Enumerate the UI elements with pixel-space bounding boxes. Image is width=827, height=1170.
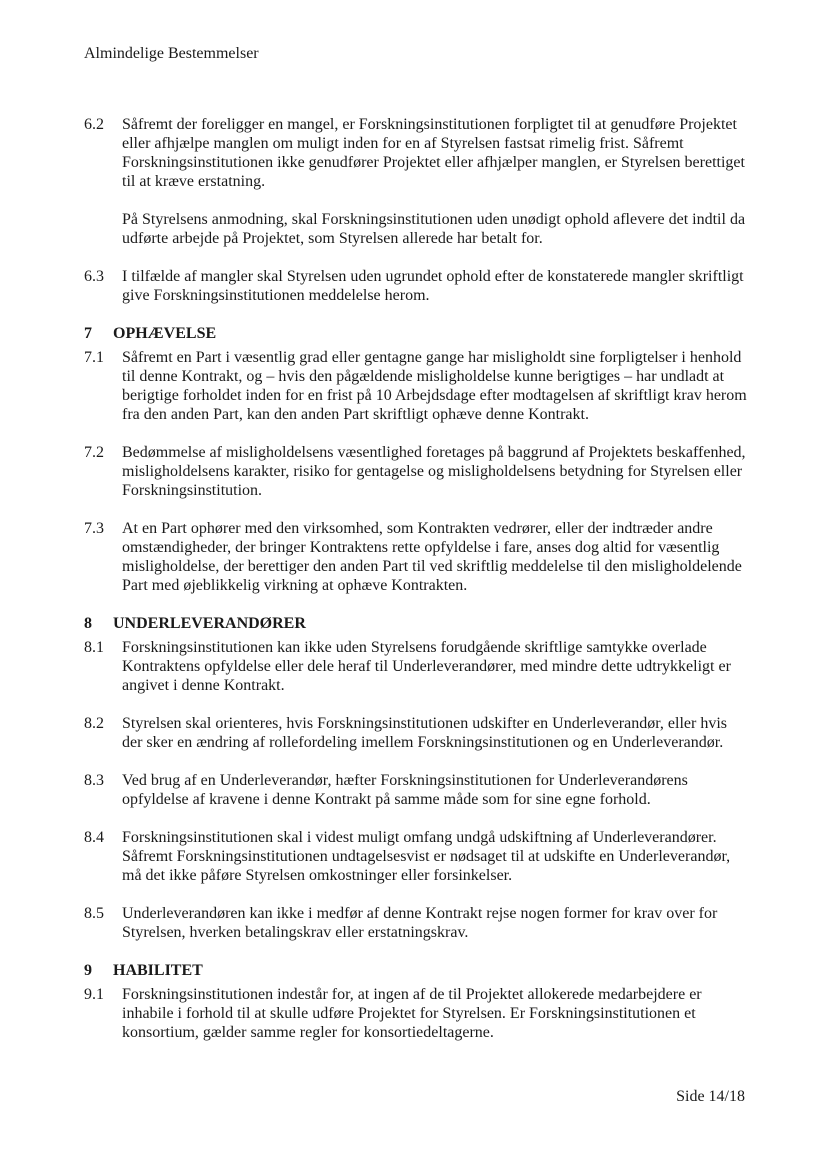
clause <box>84 714 747 752</box>
section-title: UNDERLEVERANDØRER <box>113 615 306 632</box>
clause-paragraph: Forskningsinstitutionen kan ikke uden Styrelsens forudgående skriftlige samtykke overlade Kontraktens opfyldelse eller dele heraf til Underleverandører, med mindre dette udtrykkeligt er angivet i denne Kontrakt. <box>122 639 731 694</box>
clause-number: 8.1 <box>84 639 104 656</box>
document-body <box>84 115 747 1042</box>
clause <box>84 443 747 500</box>
clause-paragraph: Forskningsinstitutionen indestår for, at ingen af de til Projektet allokerede medarbejdere er inhabile i forhold til at skulle udføre Projektet for Styrelsen. Er Forskningsinstitutionen et konsortium, gælder samme regler for konsortiedeltagerne. <box>122 986 702 1041</box>
clause-paragraphs <box>122 519 747 595</box>
clause <box>84 267 747 305</box>
section-number: 8 <box>84 615 92 632</box>
section-number: 9 <box>84 962 92 979</box>
clause <box>84 904 747 942</box>
clause-paragraph: Ved brug af en Underleverandør, hæfter Forskningsinstitutionen for Underleverandørens opfyldelse af kravene i denne Kontrakt på samme måde som for sine egne forhold. <box>122 772 688 808</box>
clause-paragraphs <box>122 904 747 942</box>
clause-paragraph: På Styrelsens anmodning, skal Forskningsinstitutionen uden unødigt ophold aflevere det indtil da udførte arbejde på Projektet, som Styrelsen allerede har betalt for. <box>122 211 746 247</box>
clause <box>84 115 747 248</box>
clause-paragraph: I tilfælde af mangler skal Styrelsen uden ugrundet ophold efter de konstaterede mangler skriftligt give Forskningsinstitutionen meddelelse herom. <box>122 268 744 304</box>
section-title: HABILITET <box>113 962 203 979</box>
clause-number: 8.3 <box>84 772 104 789</box>
section-heading <box>84 614 747 633</box>
section-number: 7 <box>84 325 92 342</box>
clause-paragraphs <box>122 714 747 752</box>
clause-paragraph: At en Part ophører med den virksomhed, som Kontrakten vedrører, eller der indtræder andre omstændigheder, der bringer Kontraktens rette opfyldelse i fare, anses dog altid for væsentlig misligholdelse, der berettiger den anden Part til ved skriftlig meddelelse til den misligholdelende Part med øjeblikkelig virkning at ophæve Kontrakten. <box>122 520 742 594</box>
clause-paragraph: Styrelsen skal orienteres, hvis Forskningsinstitutionen udskifter en Underleverandør, eller hvis der sker en ændring af rollefordeling imellem Forskningsinstitutionen og en Underleverandør. <box>122 715 728 751</box>
section-title: OPHÆVELSE <box>113 325 217 342</box>
clause-paragraphs <box>122 115 747 248</box>
clause-paragraphs <box>122 348 747 424</box>
clause-paragraphs <box>122 828 747 885</box>
clause-number: 6.2 <box>84 116 104 133</box>
clause-paragraph: Forskningsinstitutionen skal i videst muligt omfang undgå udskiftning af Underleverandører. Såfremt Forskningsinstitutionen undtagelsesvist er nødsaget til at udskifte en Underleverandør, må det ikke påføre Styrelsen omkostninger eller forsinkelser. <box>122 829 731 884</box>
clause-paragraphs <box>122 267 747 305</box>
clause-paragraphs <box>122 771 747 809</box>
clause-number: 7.3 <box>84 520 104 537</box>
clause-paragraphs <box>122 638 747 695</box>
clause-number: 8.5 <box>84 905 104 922</box>
clause <box>84 771 747 809</box>
clause-paragraph: Bedømmelse af misligholdelsens væsentlighed foretages på baggrund af Projektets beskaffenhed, misligholdelsens karakter, risiko for gentagelse og misligholdelsens betydning for Styrelsen eller Forskningsinstitution. <box>122 444 746 499</box>
section-heading <box>84 324 747 343</box>
clause-paragraph: Såfremt der foreligger en mangel, er Forskningsinstitutionen forpligtet til at genudføre Projektet eller afhjælpe manglen om muligt inden for en af Styrelsen fastsat rimelig frist. Såfremt Forskningsinstitutionen ikke genudfører Projektet eller afhjælper manglen, er Styrelsen berettiget til at kræve erstatning. <box>122 116 745 190</box>
clause-number: 6.3 <box>84 268 104 285</box>
page-footer <box>676 1087 745 1106</box>
clause-paragraph: Underleverandøren kan ikke i medfør af denne Kontrakt rejse nogen former for krav over for Styrelsen, hverken betalingskrav eller erstatningskrav. <box>122 905 718 941</box>
clause <box>84 638 747 695</box>
clause <box>84 985 747 1042</box>
document-header <box>84 44 747 63</box>
section-heading <box>84 961 747 980</box>
clause <box>84 348 747 424</box>
clause-paragraphs <box>122 985 747 1042</box>
clause-number: 8.2 <box>84 715 104 732</box>
document-header-title: Almindelige Bestemmelser <box>84 45 259 62</box>
clause <box>84 519 747 595</box>
clause <box>84 828 747 885</box>
clause-number: 7.2 <box>84 444 104 461</box>
clause-number: 7.1 <box>84 349 104 366</box>
page-number: Side 14/18 <box>676 1088 745 1105</box>
clause-number: 8.4 <box>84 829 104 846</box>
clause-paragraph: Såfremt en Part i væsentlig grad eller gentagne gange har misligholdt sine forpligtelser i henhold til denne Kontrakt, og – hvis den pågældende misligholdelse kunne berigtiges – har undladt at berigtige forholdet inden for en frist på 10 Arbejdsdage efter modtagelsen af skriftligt krav herom fra den anden Part, kan den anden Part skriftligt ophæve denne Kontrakt. <box>122 349 747 423</box>
clause-number: 9.1 <box>84 986 104 1003</box>
clause-paragraphs <box>122 443 747 500</box>
